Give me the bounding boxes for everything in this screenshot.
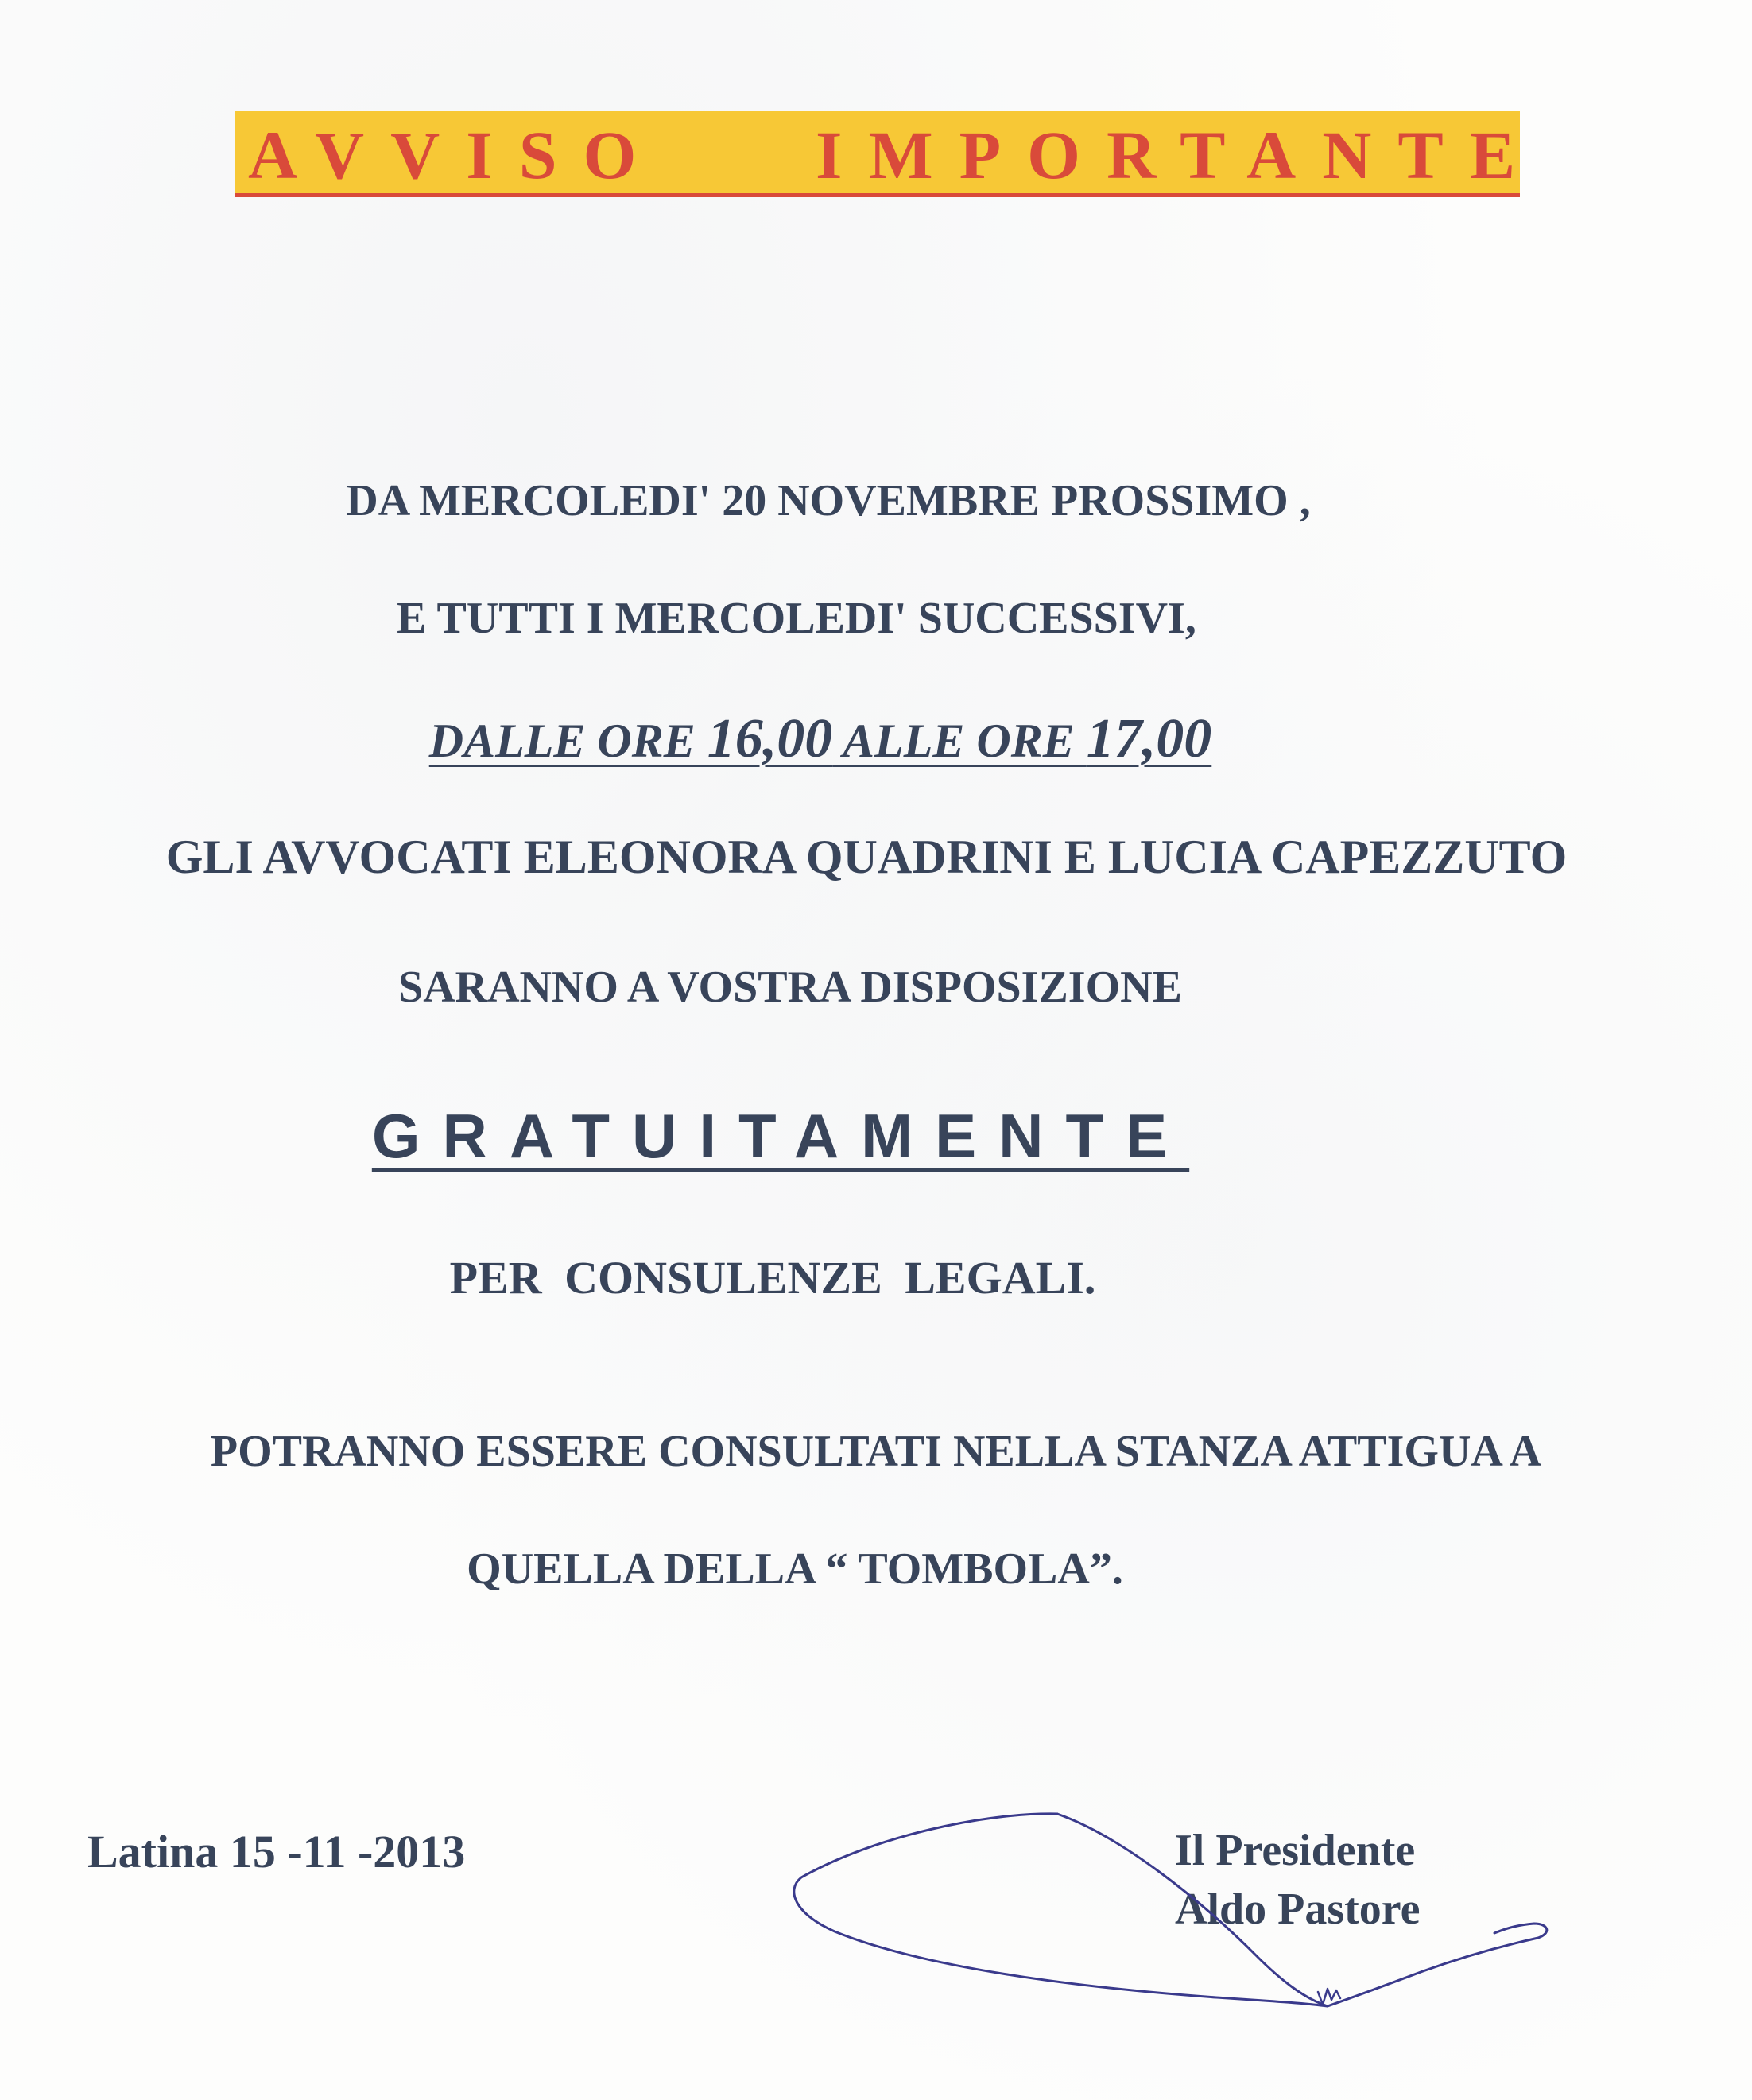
handwritten-signature bbox=[787, 1804, 1566, 2019]
line-location-2: QUELLA DELLA “ TOMBOLA”. bbox=[467, 1544, 1123, 1594]
line-from-date: DA MERCOLEDI' 20 NOVEMBRE PROSSIMO , bbox=[346, 476, 1311, 525]
hours-prefix-from: DALLE ORE bbox=[428, 715, 707, 767]
title-word-importante: IMPORTANTE bbox=[816, 117, 1542, 193]
line-location-1: POTRANNO ESSERE CONSULTATI NELLA STANZA ATTIGUA A bbox=[210, 1427, 1542, 1476]
hours-prefix-to: ALLE ORE bbox=[832, 715, 1087, 767]
hours-start: 16,00 bbox=[707, 708, 833, 769]
signer-role: Il Presidente bbox=[1175, 1826, 1416, 1875]
line-lawyers: GLI AVVOCATI ELEONORA QUADRINI E LUCIA CAPEZZUTO bbox=[165, 831, 1568, 883]
signer-name: Aldo Pastore bbox=[1175, 1885, 1421, 1934]
line-hours bbox=[0, 707, 1696, 771]
line-purpose: PER CONSULENZE LEGALI. bbox=[449, 1252, 1096, 1304]
hours-end: 17,00 bbox=[1086, 708, 1212, 769]
notice-title bbox=[235, 111, 1542, 197]
line-free-of-charge bbox=[0, 1100, 1657, 1172]
title-word-avviso: AVVISO bbox=[248, 117, 663, 193]
free-of-charge-text: GRATUITAMENTE bbox=[371, 1101, 1190, 1171]
place-and-date: Latina 15 -11 -2013 bbox=[87, 1826, 466, 1877]
line-availability: SARANNO A VOSTRA DISPOSIZIONE bbox=[398, 963, 1182, 1012]
line-following-wednesdays: E TUTTI I MERCOLEDI' SUCCESSIVI, bbox=[397, 594, 1196, 643]
